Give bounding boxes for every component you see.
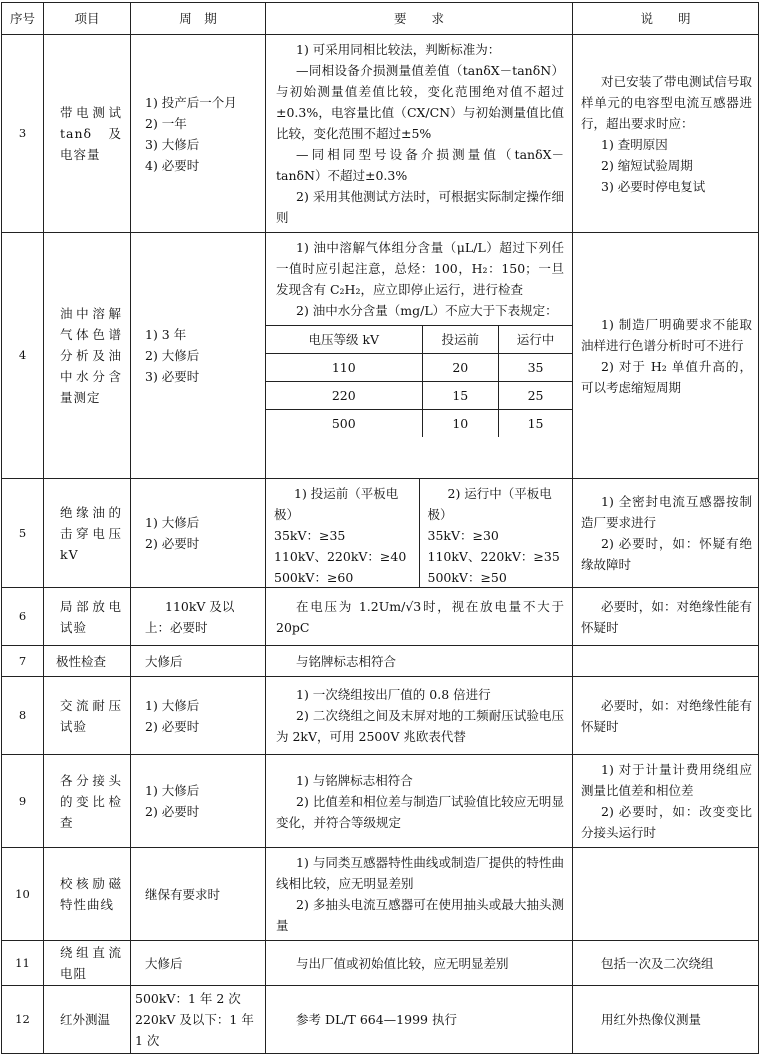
header-requirement: 要 求	[266, 3, 573, 35]
row-number: 6	[2, 588, 44, 646]
row-requirement	[266, 848, 573, 941]
water-table-row	[266, 354, 572, 382]
row-period	[131, 35, 266, 233]
row-period	[131, 755, 266, 848]
row-period	[131, 233, 266, 479]
table-row	[2, 941, 759, 986]
note-line: 2) 缩短试验周期	[601, 157, 693, 173]
period-line: 3) 必要时	[145, 369, 200, 384]
row-note	[573, 755, 759, 848]
table-row	[2, 588, 759, 646]
table-header-row	[2, 3, 759, 35]
in-operation-block	[420, 479, 573, 587]
row-requirement	[266, 986, 573, 1054]
row-number: 4	[2, 233, 44, 479]
row-requirement	[266, 941, 573, 986]
period-line: 2) 必要时	[145, 718, 200, 734]
period-line: 2) 一年	[145, 115, 187, 131]
water-header-running: 运行中	[499, 326, 572, 354]
period-line: 110kV 及以上：必要时	[145, 598, 235, 635]
note-line: 必要时，如：对绝缘性能有怀疑时	[581, 697, 752, 734]
row-item: 局部放电试验	[44, 588, 131, 646]
water-table-header	[266, 326, 572, 354]
row-item: 校核励磁特性曲线	[44, 848, 131, 941]
row-item: 极性检查	[44, 646, 131, 677]
requirement-line: 500kV：≥60	[274, 570, 354, 585]
table-row	[2, 479, 759, 588]
row-note	[573, 233, 759, 479]
breakdown-voltage-split	[266, 479, 572, 587]
period-line: 3) 大修后	[145, 136, 200, 152]
requirement-line: 110kV、220kV：≥40	[274, 549, 407, 564]
note-line: 1) 对于计量计费用绕组应测量比值差和相位差	[581, 762, 752, 798]
water-content-table	[266, 325, 572, 437]
requirement-line: 1) 投运前（平板电极）	[274, 486, 399, 522]
row-requirement	[266, 677, 573, 755]
note-line: 1) 全密封电流互感器按制造厂要求进行	[581, 494, 752, 530]
row-note	[573, 35, 759, 233]
row-period	[131, 941, 266, 986]
period-line: 2) 必要时	[145, 804, 200, 819]
requirement-line: 参考 DL/T 664—1999 执行	[296, 1012, 457, 1027]
row-number: 3	[2, 35, 44, 233]
table-row	[2, 646, 759, 677]
row-period	[131, 848, 266, 941]
table-row	[2, 35, 759, 233]
row-note	[573, 677, 759, 755]
requirement-line: 与铭牌标志相符合	[296, 653, 397, 669]
row-note	[573, 941, 759, 986]
water-cell: 15	[499, 410, 572, 438]
water-cell: 220	[266, 382, 422, 410]
requirement-line: 2) 比值差和相位差与制造厂试验值比较应无明显变化，并符合等级规定	[276, 793, 564, 830]
row-item: 交流耐压试验	[44, 677, 131, 755]
note-line: 必要时，如：对绝缘性能有怀疑时	[581, 598, 752, 635]
period-line: 大修后	[145, 653, 183, 669]
row-number: 10	[2, 848, 44, 941]
header-note: 说 明	[573, 3, 759, 35]
before-operation-block	[266, 479, 420, 587]
note-line: 2) 必要时，如：改变变比分接头运行时	[581, 804, 752, 840]
note-line: 1) 查明原因	[601, 136, 668, 152]
water-header-before: 投运前	[422, 326, 499, 354]
header-period: 周 期	[131, 3, 266, 35]
water-cell: 15	[422, 382, 499, 410]
requirement-line: —同相同型号设备介损测量值（tanδX－tanδN）不超过±0.3%	[276, 147, 564, 183]
row-requirement	[266, 233, 573, 479]
water-cell: 25	[499, 382, 572, 410]
row-requirement	[266, 755, 573, 848]
requirement-line: 1) 与铭牌标志相符合	[296, 772, 413, 788]
period-line: 1) 大修后	[145, 515, 200, 530]
water-table-row	[266, 382, 572, 410]
row-number: 8	[2, 677, 44, 755]
row-period	[131, 646, 266, 677]
row-note	[573, 479, 759, 588]
period-line: 1) 3 年	[145, 327, 187, 342]
requirement-line: 2) 多抽头电流互感器可在使用抽头或最大抽头测量	[276, 897, 564, 933]
table-row	[2, 986, 759, 1054]
row-period	[131, 479, 266, 588]
requirement-line: 2) 油中水分含量（mg/L）不应大于下表规定：	[296, 303, 558, 318]
period-line: 4) 必要时	[145, 157, 200, 173]
period-line: 1) 投产后一个月	[145, 94, 237, 110]
period-line: 1) 大修后	[145, 783, 200, 798]
row-note	[573, 646, 759, 677]
test-items-table	[1, 2, 759, 1054]
table-row	[2, 677, 759, 755]
period-line: 2) 必要时	[145, 536, 200, 551]
water-cell: 500	[266, 410, 422, 438]
note-line: 1) 制造厂明确要求不能取油样进行色谱分析时可不进行	[581, 316, 752, 353]
period-line: 2) 大修后	[145, 348, 200, 363]
period-line: 500kV：1 年 2 次	[135, 991, 241, 1006]
period-line: 继保有要求时	[145, 886, 221, 902]
requirement-line: 1) 一次绕组按出厂值的 0.8 倍进行	[296, 687, 491, 702]
table-row	[2, 848, 759, 941]
row-number: 9	[2, 755, 44, 848]
period-line: 大修后	[145, 955, 183, 971]
row-period	[131, 677, 266, 755]
requirement-line: 500kV：≥50	[427, 570, 507, 585]
header-item: 项目	[44, 3, 131, 35]
requirement-line: 与出厂值或初始值比较，应无明显差别	[296, 955, 509, 971]
row-item: 油中溶解气体色谱分析及油中水分含量测定	[44, 233, 131, 479]
row-item: 各分接头的变比检查	[44, 755, 131, 848]
period-line: 220kV 及以下：1 年 1 次	[135, 1012, 254, 1048]
requirement-line: 110kV、220kV：≥35	[427, 549, 560, 564]
period-line: 1) 大修后	[145, 697, 200, 713]
requirement-line: —同相设备介损测量值差值（tanδX－tanδN）与初始测量值差值比较，变化范围绝对值不超过±0.3%，电容量比值（CX/CN）与初始测量值比值比较，变化范围不超过±5%	[276, 63, 564, 141]
row-note	[573, 848, 759, 941]
row-item: 绝缘油的击穿电压 kV	[44, 479, 131, 588]
table-row	[2, 755, 759, 848]
row-number: 11	[2, 941, 44, 986]
requirement-line: 35kV：≥35	[274, 528, 346, 543]
note-line: 2) 必要时，如：怀疑有绝缘故障时	[581, 536, 752, 572]
note-line: 包括一次及二次绕组	[601, 955, 714, 971]
note-line: 用红外热像仪测量	[601, 1012, 702, 1027]
requirement-line: 1) 油中溶解气体组分含量（μL/L）超过下列任一值时应引起注意，总烃：100，H₂：150；一旦发现含有 C₂H₂，应立即停止运行，进行检查	[276, 240, 564, 297]
row-period	[131, 986, 266, 1054]
note-line: 2) 对于 H₂ 单值升高的，可以考虑缩短周期	[581, 358, 752, 395]
row-item: 绕组直流电阻	[44, 941, 131, 986]
row-requirement	[266, 588, 573, 646]
note-line: 3) 必要时停电复试	[601, 178, 706, 194]
table-row	[2, 233, 759, 479]
requirement-line: 1) 可采用同相比较法，判断标准为：	[296, 42, 501, 57]
row-number: 5	[2, 479, 44, 588]
note-line: 对已安装了带电测试信号取样单元的电容型电流互感器进行，超出要求时应：	[581, 73, 752, 131]
row-number: 7	[2, 646, 44, 677]
water-cell: 20	[422, 354, 499, 382]
requirement-line: 2) 二次绕组之间及末屏对地的工频耐压试验电压为 2kV，可用 2500V 兆欧表代替	[276, 708, 564, 744]
water-cell: 35	[499, 354, 572, 382]
row-note	[573, 588, 759, 646]
row-requirement	[266, 35, 573, 233]
water-header-voltage: 电压等级 kV	[266, 326, 422, 354]
row-period	[131, 588, 266, 646]
header-no: 序号	[2, 3, 44, 35]
row-requirement	[266, 479, 573, 588]
row-number: 12	[2, 986, 44, 1054]
requirement-line: 35kV：≥30	[427, 528, 499, 543]
row-item: 红外测温	[44, 986, 131, 1054]
row-item: 带电测试 tanδ 及电容量	[44, 35, 131, 233]
row-requirement	[266, 646, 573, 677]
water-cell: 110	[266, 354, 422, 382]
water-table-row	[266, 410, 572, 438]
requirement-line: 2) 运行中（平板电极）	[427, 486, 552, 522]
requirement-line: 1) 与同类互感器特性曲线或制造厂提供的特性曲线相比较，应无明显差别	[276, 855, 564, 891]
row-note	[573, 986, 759, 1054]
requirement-line: 在电压为 1.2Um/√3时，视在放电量不大于 20pC	[276, 598, 564, 635]
requirement-text	[266, 233, 572, 325]
requirement-line: 2) 采用其他测试方法时，可根据实际制定操作细则	[276, 189, 564, 225]
water-cell: 10	[422, 410, 499, 438]
